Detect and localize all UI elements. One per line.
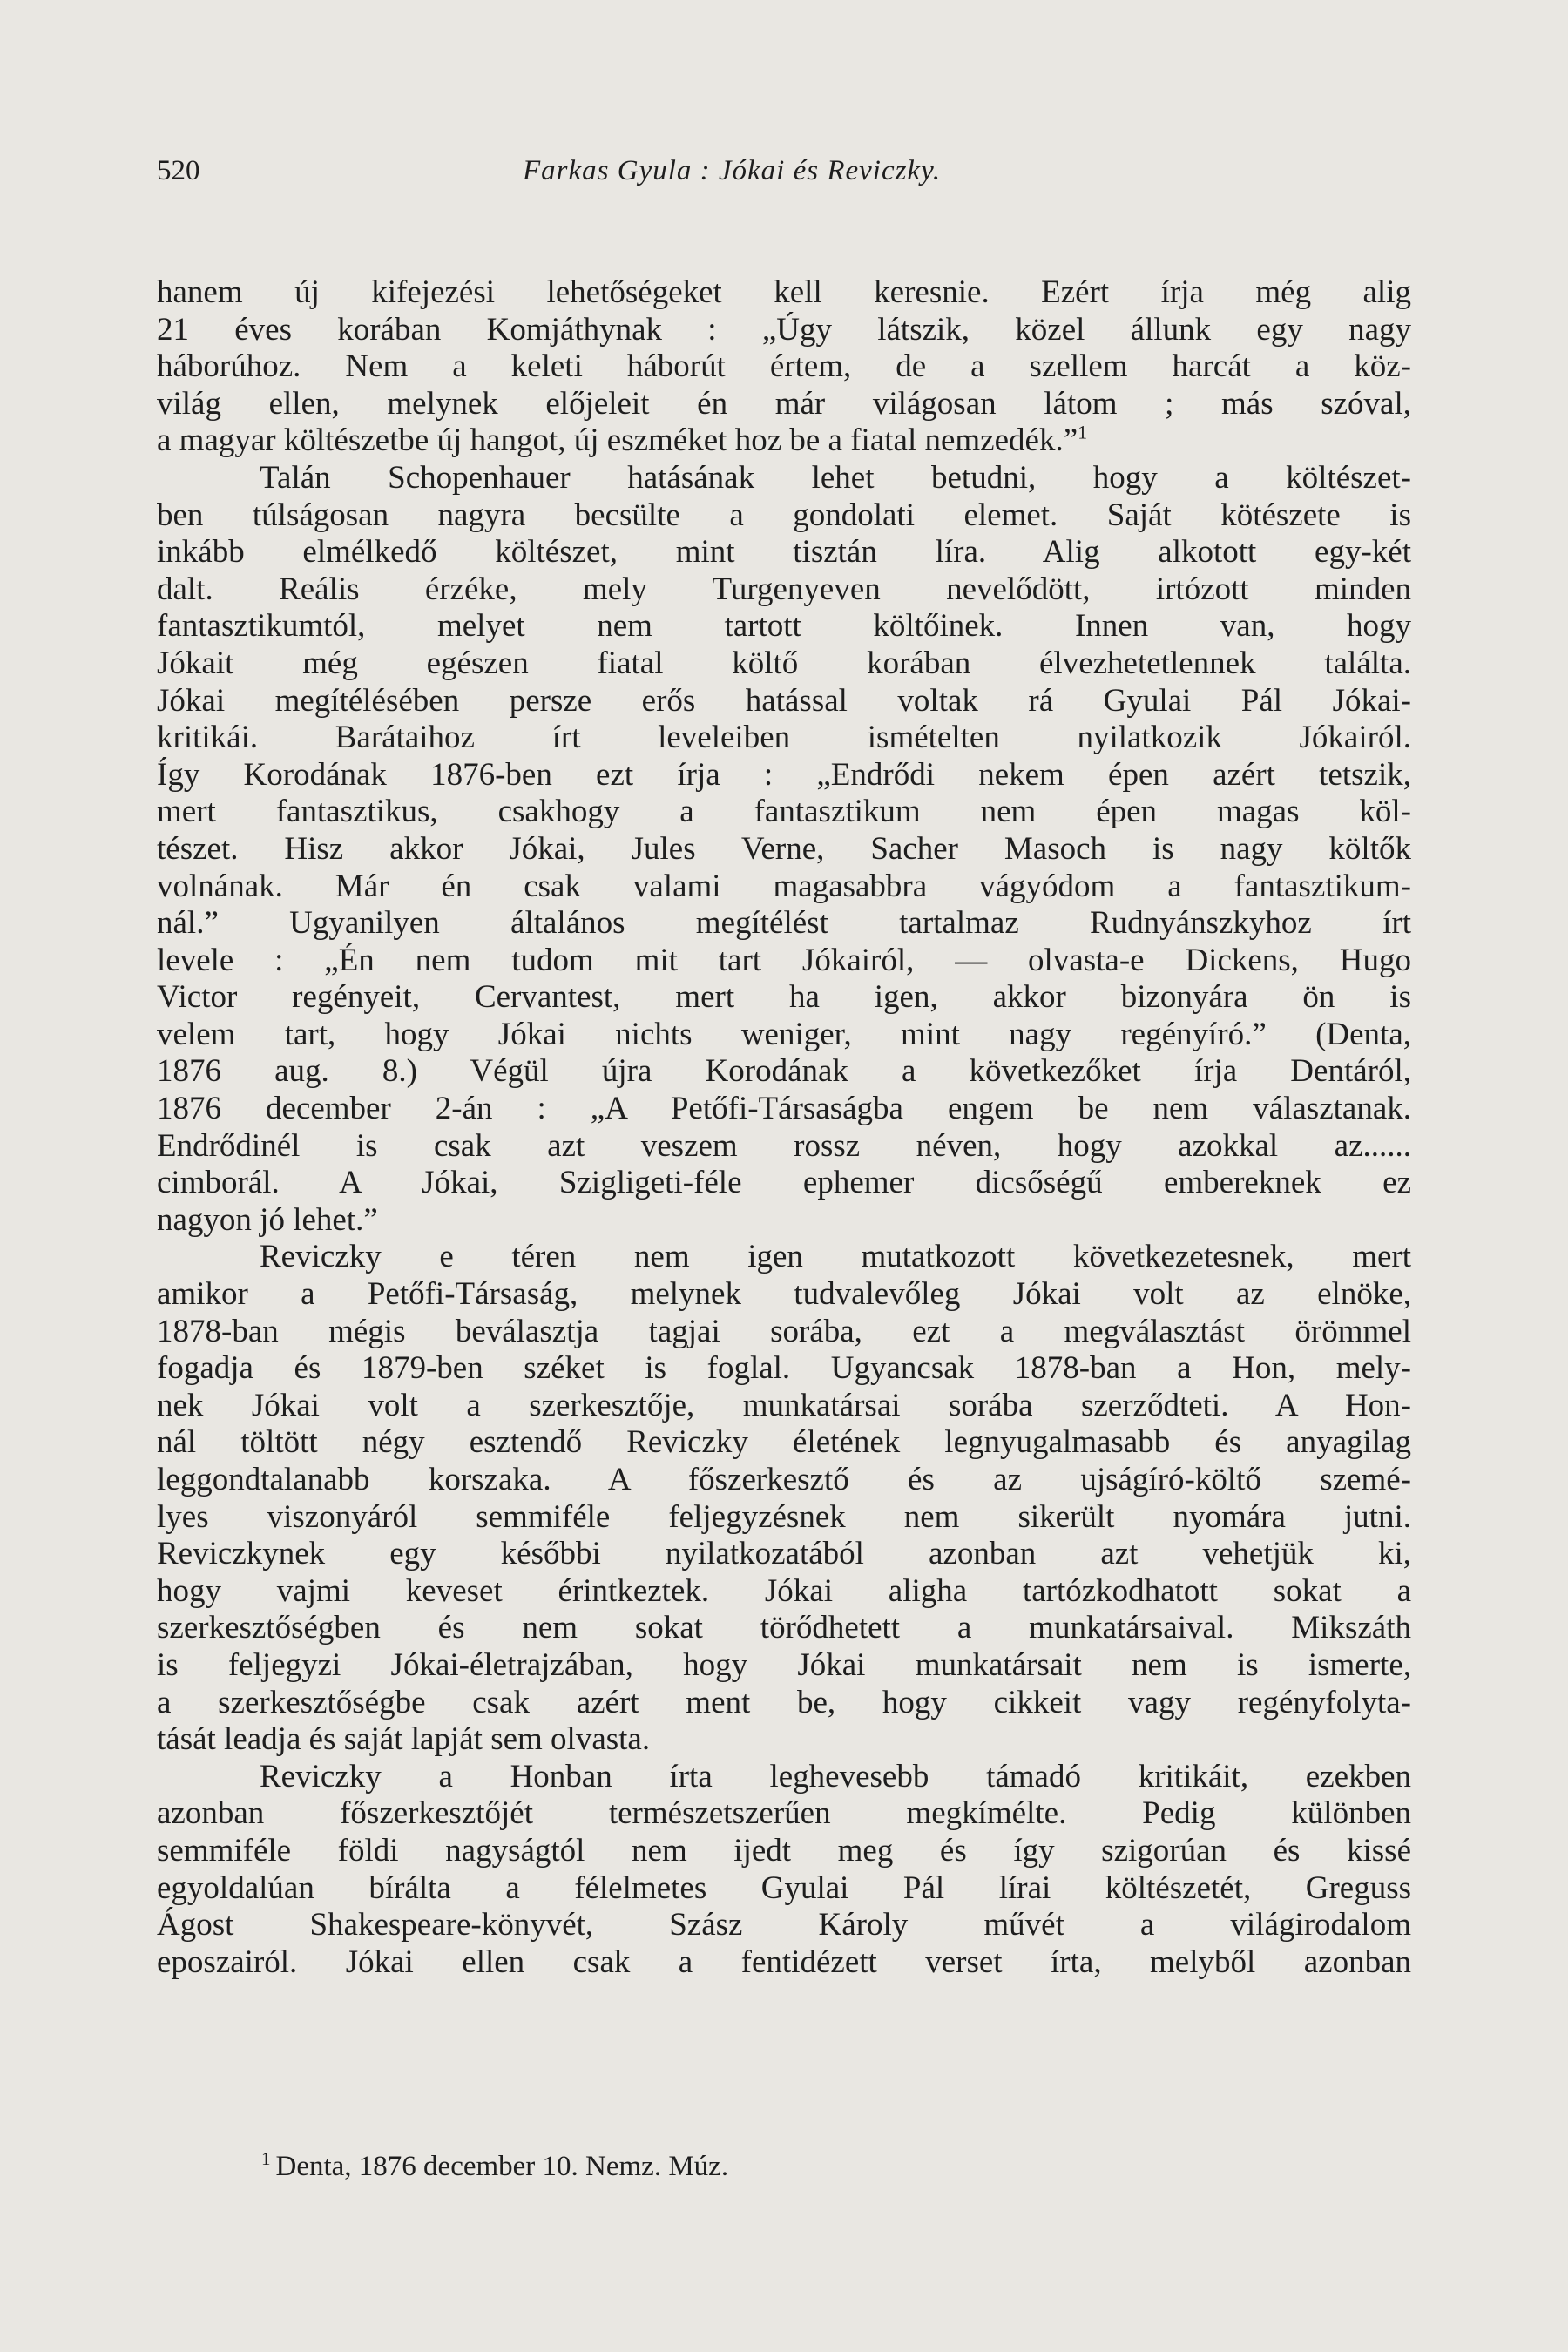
text-line: 1876 december 2-án : „A Petőfi-Társaságba engem be nem választanak. [157, 1091, 1411, 1127]
page-number: 520 [157, 155, 200, 186]
text-line: dalt. Reális érzéke, mely Turgenyeven nevelődött, irtózott minden [157, 571, 1411, 607]
text-line: Jókait még egészen fiatal költő korában élvezhetetlennek találta. [157, 645, 1411, 681]
footnote [157, 2141, 1411, 2184]
text-line: háborúhoz. Nem a keleti háborút értem, de a szellem harcát a köz- [157, 348, 1411, 385]
text-line: lyes viszonyáról semmiféle feljegyzésnek nem sikerült nyomára jutni. [157, 1498, 1411, 1535]
running-head: Farkas Gyula : Jókai és Reviczky. [523, 155, 942, 186]
footnote-mark: 1 [261, 2148, 271, 2169]
text-line: azonban főszerkesztőjét természetszerűen megkímélte. Pedig különben [157, 1795, 1411, 1832]
text-line: a magyar költészetbe új hangot, új eszméket hoz be a fiatal nemzedék.” [157, 422, 1078, 459]
text-line-with-footnote [157, 422, 1411, 460]
text-line: nagyon jó lehet.” [157, 1201, 378, 1238]
text-line: Jókai megítélésében persze erős hatással voltak rá Gyulai Pál Jókai- [157, 682, 1411, 719]
text-line: nál töltött négy esztendő Reviczky életének legnyugalmasabb és anyagilag [157, 1424, 1411, 1461]
text-line: Endrődinél is csak azt veszem rossz néven, hogy azokkal az...... [157, 1127, 1411, 1164]
text-line: Így Korodának 1876-ben ezt írja : „Endrődi nekem épen azért tetszik, [157, 756, 1411, 793]
text-line: szerkesztőségben és nem sokat törődhetett a munkatársaival. Mikszáth [157, 1610, 1411, 1646]
text-line: hogy vajmi keveset érintkeztek. Jókai aligha tartózkodhatott sokat a [157, 1572, 1411, 1609]
text-line: is feljegyzi Jókai-életrajzában, hogy Jókai munkatársait nem is ismerte, [157, 1646, 1411, 1683]
text-line: nál.” Ugyanilyen általános megítélést tartalmaz Rudnyánszkyhoz írt [157, 905, 1411, 942]
text-line: a szerkesztőségbe csak azért ment be, hogy cikkeit vagy regényfolyta- [157, 1684, 1411, 1720]
body-text [157, 274, 1411, 1981]
text-line: leggondtalanabb korszaka. A főszerkesztő és az ujságíró-költő szemé- [157, 1462, 1411, 1497]
text-line: Ágost Shakespeare-könyvét, Szász Károly művét a világirodalom [157, 1907, 1411, 1943]
text-line: tészet. Hisz akkor Jókai, Jules Verne, Sacher Masoch is nagy költők [157, 830, 1411, 867]
text-line: hanem új kifejezési lehetőségeket kell keresnie. Ezért írja még alig [157, 274, 1411, 310]
text-line: semmiféle földi nagyságtól nem ijedt meg és így szigorúan és kissé [157, 1832, 1411, 1869]
text-line: levele : „Én nem tudom mit tart Jókairól, — olvasta-e Dickens, Hugo [157, 942, 1411, 978]
text-line: Talán Schopenhauer hatásának lehet betudni, hogy a költészet- [260, 459, 1411, 496]
page-header [157, 155, 1411, 199]
footnote-text: Denta, 1876 december 10. Nemz. Múz. [275, 2151, 729, 2182]
text-line: fantasztikumtól, melyet nem tartott költőinek. Innen van, hogy [157, 608, 1411, 645]
text-line: világ ellen, melynek előjeleit én már világosan látom ; más szóval, [157, 385, 1411, 422]
text-line: 1878-ban mégis beválasztja tagjai sorába, ezt a megválasztást örömmel [157, 1313, 1411, 1349]
text-line: kritikái. Barátaihoz írt leveleiben ismételten nyilatkozik Jókairól. [157, 720, 1411, 756]
text-line: 21 éves korában Komjáthynak : „Úgy látszik, közel állunk egy nagy [157, 311, 1411, 348]
text-line: 1876 aug. 8.) Végül újra Korodának a következőket írja Dentáról, [157, 1053, 1411, 1090]
text-line: fogadja és 1879-ben széket is foglal. Ugyancsak 1878-ban a Hon, mely- [157, 1350, 1411, 1387]
text-line: nek Jókai volt a szerkesztője, munkatársai sorába szerződteti. A Hon- [157, 1387, 1411, 1423]
text-line: eposzairól. Jókai ellen csak a fentidézett verset írta, melyből azonban [157, 1943, 1411, 1980]
text-line: velem tart, hogy Jókai nichts weniger, mint nagy regényíró.” (Denta, [157, 1016, 1411, 1052]
text-line: volnának. Már én csak valami magasabbra vágyódom a fantasztikum- [157, 868, 1411, 904]
footnote-reference: 1 [1078, 422, 1088, 444]
text-line: inkább elmélkedő költészet, mint tisztán líra. Alig alkotott egy-két [157, 534, 1411, 571]
text-line: tását leadja és saját lapját sem olvasta. [157, 1721, 651, 1758]
text-line: Reviczky a Honban írta leghevesebb támadó kritikáit, ezekben [260, 1758, 1411, 1794]
text-line: cimborál. A Jókai, Szigligeti-féle ephemer dicsőségű embereknek ez [157, 1165, 1411, 1201]
text-line: mert fantasztikus, csakhogy a fantasztikum nem épen magas köl- [157, 794, 1411, 830]
text-line: Reviczky e téren nem igen mutatkozott következetesnek, mert [260, 1239, 1411, 1275]
text-line: Reviczkynek egy későbbi nyilatkozatából azonban azt vehetjük ki, [157, 1536, 1411, 1572]
text-line: amikor a Petőfi-Társaság, melynek tudvalevőleg Jókai volt az elnöke, [157, 1276, 1411, 1313]
text-line: egyoldalúan bírálta a félelmetes Gyulai Pál lírai költészetét, Greguss [157, 1869, 1411, 1906]
text-line: Victor regényeit, Cervantest, mert ha igen, akkor bizonyára ön is [157, 979, 1411, 1016]
text-line: ben túlságosan nagyra becsülte a gondolati elemet. Saját kötészete is [157, 497, 1411, 533]
